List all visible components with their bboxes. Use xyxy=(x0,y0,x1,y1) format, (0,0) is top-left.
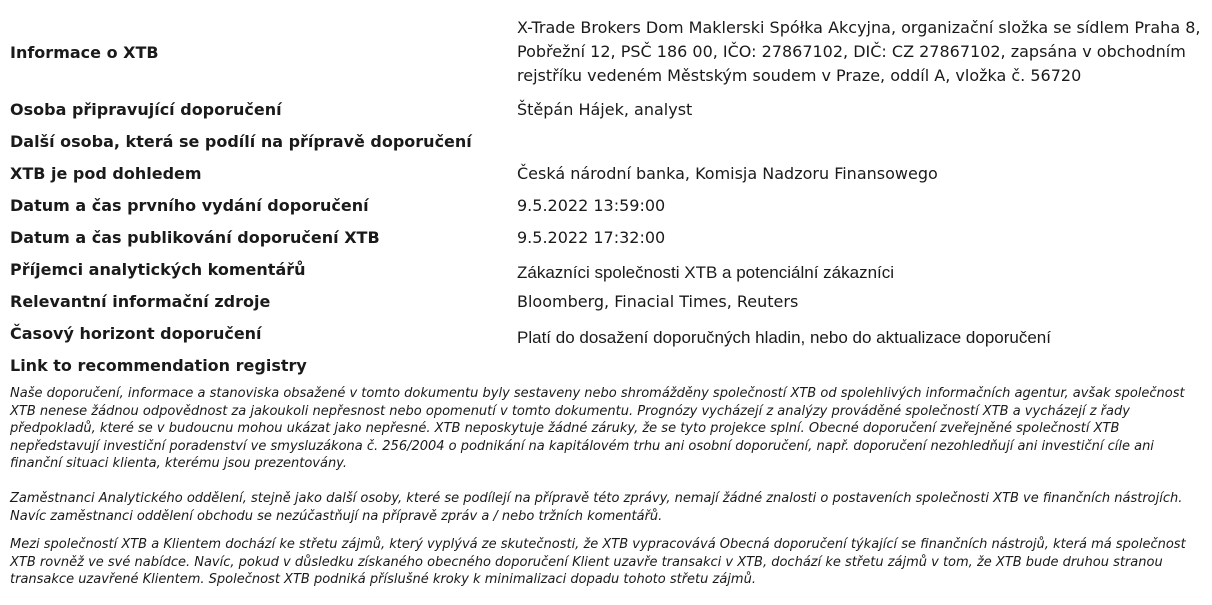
row-label: Osoba připravující doporučení xyxy=(10,100,282,119)
row-value: 9.5.2022 17:32:00 xyxy=(517,228,666,247)
row-label: Další osoba, která se podílí na přípravě doporučení xyxy=(10,132,472,151)
row-label: Časový horizont doporučení xyxy=(10,324,262,343)
row-value: X-Trade Brokers Dom Maklerski Spółka Akcyjna, organizační složka se sídlem Praha 8, Pobřežní 12, PSČ 186 00, IČO: 27867102, DIČ: CZ 27867102, zapsána v obchodním rejstříku vedeném Městským soudem v Praze, oddíl A, vložka č. 56720 xyxy=(517,18,1201,85)
row-value: Bloomberg, Finacial Times, Reuters xyxy=(517,292,799,311)
row-label: Relevantní informační zdroje xyxy=(10,292,271,311)
row-value: 9.5.2022 13:59:00 xyxy=(517,196,666,215)
row-label: Link to recommendation registry xyxy=(10,356,307,375)
row-label: Datum a čas publikování doporučení XTB xyxy=(10,228,380,247)
row-value: Štěpán Hájek, analyst xyxy=(517,100,693,119)
row-label: Informace o XTB xyxy=(10,43,159,62)
disclaimer-paragraph-conflict: Mezi společností XTB a Klientem dochází ke střetu zájmů, který vyplývá ze skutečnosti, že XTB vypracovává Obecná doporučení týkající se finančních nástrojů, která má společnost XTB rovněž ve své nabídce. Navíc, pokud v důsledku získaného obecného doporučení Klient uzavře transakci v XTB, dochází ke střetu zájmů v tom, že XTB bude druhou stranou transakce uzavřené Klientem. Společnost XTB podniká příslušné kroky k minimalizaci dopadu tohoto střetu zájmů. xyxy=(10,537,1186,587)
row-value: Česká národní banka, Komisja Nadzoru Finansowego xyxy=(517,164,938,183)
row-label: Datum a čas prvního vydání doporučení xyxy=(10,196,369,215)
row-label: XTB je pod dohledem xyxy=(10,164,202,183)
row-value: Platí do dosažení doporučných hladin, nebo do aktualizace doporučení xyxy=(517,328,1051,347)
disclaimer-paragraph-accuracy: Naše doporučení, informace a stanoviska obsažené v tomto dokumentu byly sestaveny nebo shromážděny společností XTB od spolehlivých informačních agentur, avšak společnost XTB nenese žádnou odpovědnost za jakoukoli nepřesnost nebo opomenutí v tomto dokumentu. Prognózy vycházejí z analýzy prováděné společností XTB a vycházejí z řady předpokladů, které se v budoucnu mohou ukázat jako nepřesné. XTB neposkytuje žádné záruky, že se tyto projekce splní. Obecné doporučení zveřejněné společností XTB nepředstavují investiční poradenství ve smysluzákona č. 256/2004 o podnikání na kapitálovém trhu ani osobní doporučení, např. doporučení nezohledňují ani investiční cíle ani finanční situaci klienta, kterému jsou prezentovány. xyxy=(10,386,1185,471)
row-value: Zákazníci společnosti XTB a potenciální zákazníci xyxy=(517,263,895,282)
row-label: Příjemci analytických komentářů xyxy=(10,260,306,279)
disclaimer-paragraph-employees: Zaměstnanci Analytického oddělení, stejně jako další osoby, které se podílejí na přípravě této zprávy, nemají žádné znalosti o postaveních společnosti XTB ve finančních nástrojích. Navíc zaměstnanci oddělení obchodu se nezúčastňují na přípravě zpráv a / nebo tržních komentářů. xyxy=(10,491,1183,524)
